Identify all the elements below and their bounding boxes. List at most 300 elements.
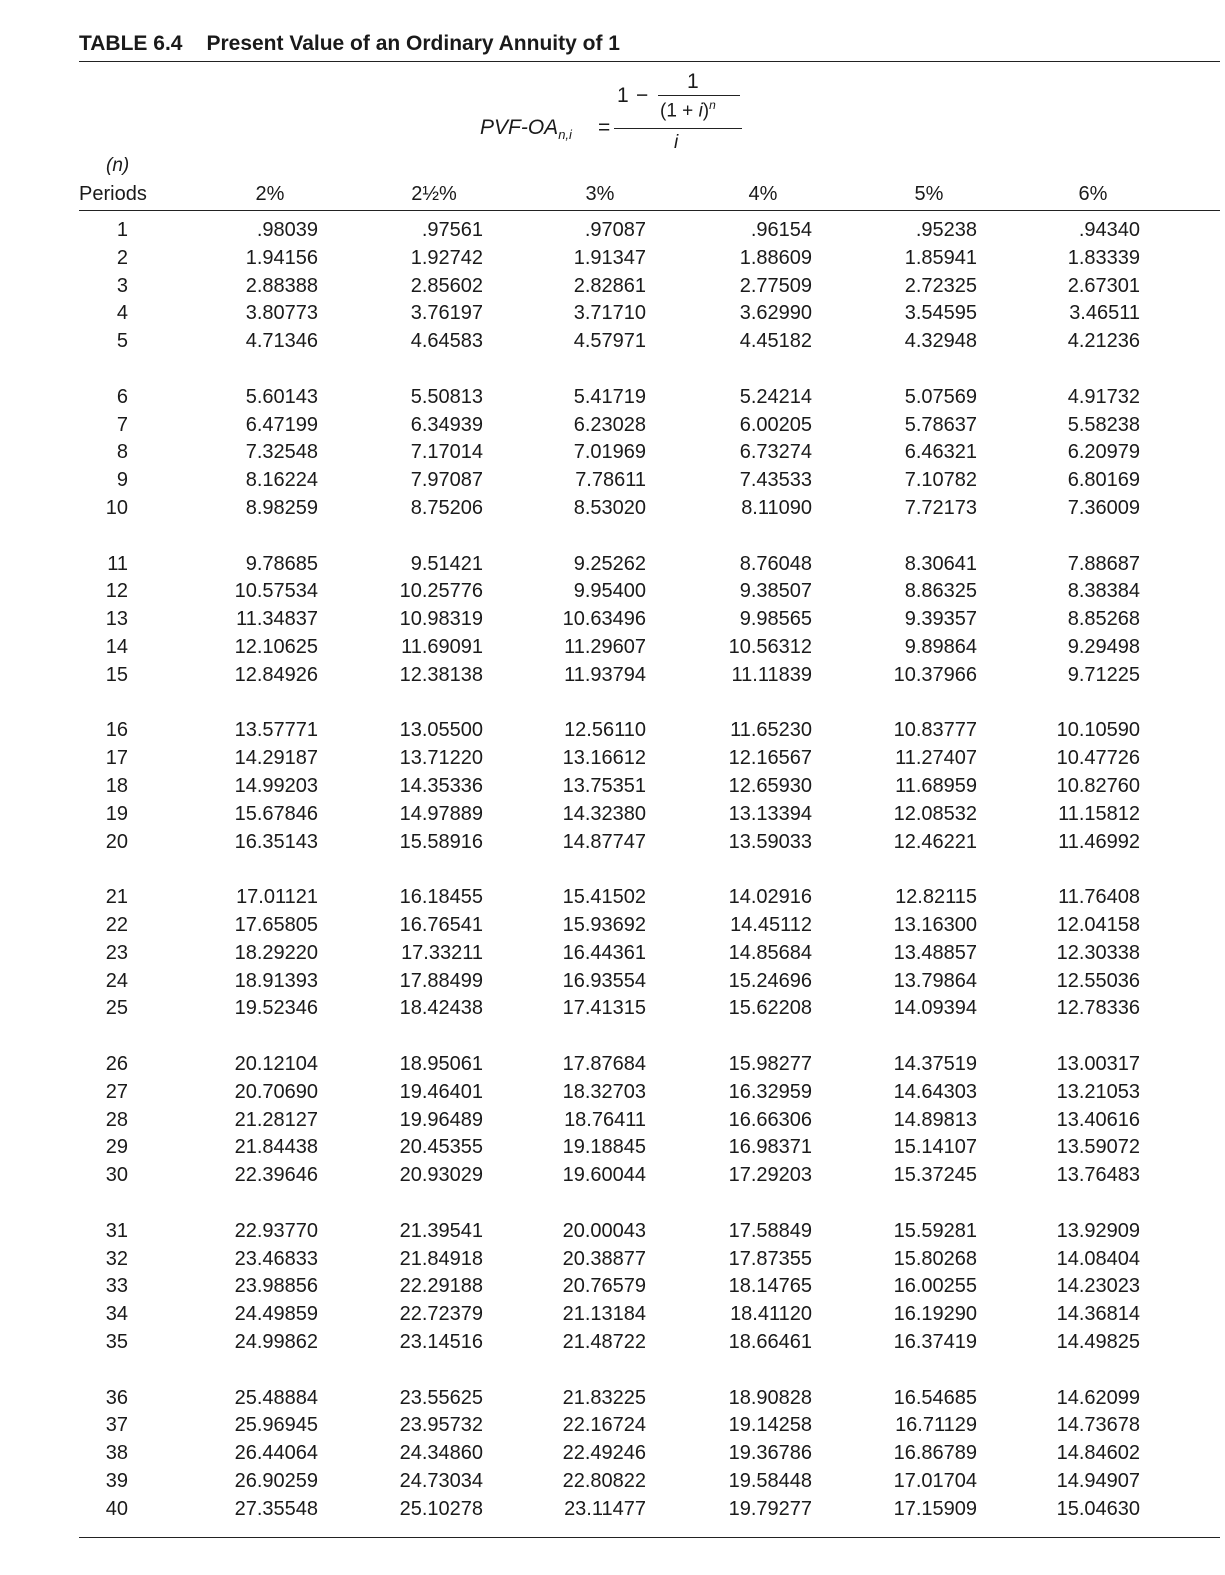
value-cell: 18.95061 [399,1053,483,1075]
value-cell: 1.88609 [739,246,812,269]
period-cell: 16 [105,719,128,742]
value-cell: 9.39357 [904,608,977,631]
value-cell: 7.97087 [410,469,483,492]
formula-one: 1 [617,84,629,107]
value-cell: 4.71346 [245,330,318,353]
value-cell: 17.33211 [401,941,483,964]
value-cell: 6.20979 [1067,441,1140,464]
value-cell: 13.75351 [562,775,646,797]
value-cell: 21.39541 [399,1219,483,1242]
value-cell: 15.80268 [893,1247,977,1270]
value-cell: 6.80169 [1067,469,1140,492]
period-cell: 34 [105,1303,128,1326]
value-cell: 10.57534 [234,580,318,603]
value-cell: 9.95400 [573,580,646,603]
value-cell: 9.51421 [410,552,483,575]
value-cell: 8.85268 [1067,608,1140,631]
value-cell: .96154 [750,219,812,241]
value-cell: 10.10590 [1056,719,1140,742]
value-cell: 9.25262 [573,552,646,575]
value-cell: 5.58238 [1067,413,1140,436]
period-cell: 12 [105,580,128,603]
value-cell: 23.55625 [399,1386,483,1409]
value-cell: 14.62099 [1056,1386,1140,1409]
value-cell: 15.41502 [562,886,646,909]
value-cell: 15.93692 [562,914,646,936]
value-cell: 22.49246 [562,1442,646,1465]
value-cell: .97087 [584,219,646,241]
value-cell: 14.02916 [728,886,812,909]
period-cell: 38 [105,1442,128,1465]
value-cell: 19.52346 [234,997,318,1020]
value-cell: 16.54685 [893,1386,977,1409]
period-cell: 4 [116,302,128,325]
value-cell: 12.55036 [1056,969,1140,992]
value-cell: 13.13394 [728,802,812,825]
period-cell: 19 [105,802,128,825]
value-cell: 5.60143 [245,385,318,408]
value-cell: 2.82861 [573,274,646,297]
value-cell: 12.16567 [728,747,812,770]
value-cell: 3.46511 [1069,302,1140,325]
value-cell: 3.71710 [573,302,646,325]
value-cell: 17.15909 [893,1497,977,1520]
value-cell: 8.86325 [904,580,977,603]
value-cell: 14.49825 [1056,1331,1140,1353]
value-cell: 14.36814 [1056,1303,1140,1326]
value-cell: 10.37966 [893,663,977,686]
value-cell: 16.00255 [893,1275,977,1298]
value-cell: 13.92909 [1056,1219,1140,1242]
value-cell: 9.98565 [739,608,812,631]
value-cell: 18.66461 [728,1331,812,1353]
period-cell: 28 [105,1108,128,1131]
value-cell: 23.98856 [234,1275,318,1298]
value-cell: 20.70690 [234,1080,318,1103]
value-cell: 4.45182 [739,330,812,353]
value-cell: 24.99862 [234,1331,318,1353]
value-cell: 1.94156 [245,246,318,269]
period-cell: 1 [116,219,128,241]
value-cell: 16.98371 [728,1136,812,1159]
value-cell: .95238 [915,219,977,241]
value-cell: 19.36786 [728,1442,812,1465]
value-cell: 24.34860 [399,1442,483,1465]
value-cell: 9.89864 [904,636,977,658]
value-cell: 21.83225 [562,1386,646,1409]
formula-main-bar [614,128,742,129]
value-cell: 6.34939 [410,413,483,436]
value-cell: 15.59281 [893,1219,977,1242]
value-cell: 24.49859 [234,1303,318,1326]
value-cell: 17.41315 [562,997,646,1020]
value-cell: 11.15812 [1058,802,1140,825]
value-cell: 23.46833 [234,1247,318,1270]
period-cell: 11 [107,552,128,575]
period-cell: 8 [116,441,128,464]
period-cell: 17 [105,747,128,770]
value-cell: 8.75206 [410,497,483,519]
value-cell: 13.00317 [1056,1053,1140,1075]
table-title-text: Present Value of an Ordinary Annuity of 1 [206,32,620,55]
value-cell: 10.82760 [1056,775,1140,797]
formula-inner-denominator: $(1 + i)^n$ [660,98,716,122]
period-cell: 27 [105,1080,128,1103]
period-cell: 39 [105,1470,128,1492]
value-cell: 22.29188 [399,1275,483,1298]
value-cell: 13.21053 [1056,1080,1140,1103]
value-cell: 20.00043 [562,1219,646,1242]
value-cell: 22.72379 [399,1303,483,1326]
period-cell: 5 [116,330,128,353]
value-cell: 6.47199 [245,413,318,436]
value-cell: 17.58849 [728,1219,812,1242]
value-cell: 15.67846 [234,802,318,825]
value-cell: 1.83339 [1067,246,1140,269]
period-cell: 40 [105,1497,128,1520]
formula-inner-bar [658,95,740,96]
value-cell: .98039 [256,219,318,241]
value-cell: 17.29203 [728,1164,812,1187]
value-cell: 14.35336 [399,775,483,797]
formula-inner-numerator: 1 [687,70,699,93]
value-cell: 1.92742 [410,246,483,269]
value-cell: 20.76579 [562,1275,646,1298]
value-cell: 11.76408 [1058,886,1140,909]
value-cell: 2.72325 [904,274,977,297]
value-cell: 26.90259 [234,1470,318,1492]
value-cell: 7.36009 [1067,497,1140,519]
value-cell: 11.27407 [895,747,977,770]
header-rule [79,210,1220,211]
value-cell: 17.87355 [728,1247,812,1270]
value-cell: 7.88687 [1067,552,1140,575]
value-cell: 14.08404 [1056,1247,1140,1270]
value-cell: 3.80773 [245,302,318,325]
bottom-rule [79,1537,1220,1538]
value-cell: 18.90828 [728,1386,812,1409]
value-cell: 10.56312 [728,636,812,658]
value-cell: 12.84926 [234,663,318,686]
value-cell: 1.85941 [904,246,977,269]
header-n-label: (n) [106,155,130,176]
period-cell: 23 [105,941,128,964]
period-cell: 2 [116,246,128,269]
value-cell: 6.46321 [904,441,977,464]
period-cell: 29 [105,1136,128,1159]
value-cell: 11.65230 [730,719,812,742]
value-cell: 18.42438 [399,997,483,1020]
value-cell: 16.93554 [562,969,646,992]
value-cell: 22.93770 [234,1219,318,1242]
value-cell: 16.35143 [234,830,318,853]
value-cell: 14.32380 [562,802,646,825]
value-cell: 4.21236 [1067,330,1140,353]
header-rate: 2% [255,183,285,205]
value-cell: 14.64303 [893,1080,977,1103]
header-rate: 2½% [411,183,457,205]
value-cell: 19.18845 [562,1136,646,1159]
header-rate: 6% [1078,183,1108,205]
value-cell: 16.37419 [893,1331,977,1353]
formula-lhs: PVF-$OA_{n,i}$ [480,116,572,143]
value-cell: 15.24696 [728,969,812,992]
formula [480,68,750,154]
header-rate: 5% [914,183,944,205]
value-cell: 6.73274 [739,441,812,464]
value-cell: 19.14258 [728,1414,812,1437]
value-cell: 3.62990 [739,302,812,325]
value-cell: 4.57971 [573,330,646,353]
value-cell: 18.29220 [234,941,318,964]
period-cell: 14 [105,636,128,658]
value-cell: 16.76541 [399,914,483,936]
value-cell: 5.78637 [904,413,977,436]
value-cell: 14.09394 [893,997,977,1020]
value-cell: 16.86789 [893,1442,977,1465]
value-cell: 2.67301 [1067,274,1140,297]
value-cell: 10.98319 [399,608,483,631]
period-cell: 35 [105,1331,128,1353]
value-cell: 11.34837 [236,608,318,631]
value-cell: 18.91393 [234,969,318,992]
period-cell: 32 [105,1247,128,1270]
value-cell: 15.62208 [728,997,812,1020]
value-cell: 7.78611 [575,469,646,492]
value-cell: 24.73034 [399,1470,483,1492]
value-cell: 12.10625 [234,636,318,658]
value-cell: 7.17014 [410,441,483,464]
value-cell: 5.07569 [904,385,977,408]
value-cell: 12.56110 [564,719,646,742]
value-cell: 18.14765 [728,1275,812,1298]
value-cell: 7.72173 [904,497,977,519]
value-cell: 10.63496 [562,608,646,631]
header-rate: 4% [748,183,778,205]
value-cell: 9.78685 [245,552,318,575]
value-cell: 8.53020 [573,497,646,519]
value-cell: 10.47726 [1056,747,1140,770]
value-cell: 25.10278 [399,1497,483,1520]
value-cell: 8.38384 [1067,580,1140,603]
period-cell: 24 [105,969,128,992]
value-cell: 13.16612 [562,747,646,770]
value-cell: 12.78336 [1056,997,1140,1020]
period-cell: 37 [105,1414,128,1437]
value-cell: 4.64583 [410,330,483,353]
value-cell: 20.93029 [399,1164,483,1187]
value-cell: 15.37245 [893,1164,977,1187]
value-cell: 14.23023 [1056,1275,1140,1298]
value-cell: 14.37519 [893,1053,977,1075]
value-cell: 6.23028 [573,413,646,436]
value-cell: 10.83777 [893,719,977,742]
value-cell: 16.32959 [728,1080,812,1103]
value-cell: 2.85602 [410,274,483,297]
value-cell: 19.79277 [728,1497,812,1520]
formula-denominator: i [674,132,679,153]
value-cell: 20.12104 [234,1053,318,1075]
value-cell: 17.01121 [236,886,318,909]
value-cell: 26.44064 [234,1442,318,1465]
period-cell: 31 [105,1219,128,1242]
value-cell: 14.89813 [893,1108,977,1131]
value-cell: 16.71129 [895,1414,977,1437]
value-cell: 8.30641 [904,552,977,575]
value-cell: 12.08532 [893,802,977,825]
value-cell: 12.04158 [1056,914,1140,936]
period-cell: 21 [105,886,128,909]
value-cell: 15.04630 [1056,1497,1140,1520]
value-cell: 2.77509 [739,274,812,297]
value-cell: 13.05500 [399,719,483,742]
value-cell: 13.59072 [1056,1136,1140,1159]
value-cell: 20.38877 [562,1247,646,1270]
period-cell: 9 [116,469,128,492]
value-cell: 12.30338 [1056,941,1140,964]
period-cell: 36 [105,1386,128,1409]
table-title [79,32,620,56]
value-cell: 17.01704 [893,1470,977,1492]
value-cell: 27.35548 [234,1497,318,1520]
value-cell: 5.50813 [410,385,483,408]
value-cell: 13.79864 [893,969,977,992]
value-cell: 8.98259 [245,497,318,519]
value-cell: 17.87684 [562,1053,646,1075]
period-cell: 25 [105,997,128,1020]
value-cell: 13.40616 [1056,1108,1140,1131]
value-cell: 11.46992 [1058,830,1140,853]
value-cell: 3.54595 [904,302,977,325]
period-cell: 30 [105,1164,128,1187]
value-cell: 16.66306 [728,1108,812,1131]
value-cell: 18.76411 [564,1108,646,1131]
value-cell: 11.93794 [564,663,646,686]
value-cell: 7.10782 [904,469,977,492]
value-cell: 17.65805 [234,914,318,936]
header-rate: 3% [585,183,615,205]
period-cell: 26 [105,1053,128,1075]
value-cell: 22.80822 [562,1470,646,1492]
value-cell: 9.71225 [1067,663,1140,686]
period-cell: 15 [105,663,128,686]
value-cell: 23.95732 [399,1414,483,1437]
value-cell: 13.48857 [893,941,977,964]
value-cell: .94340 [1078,219,1140,241]
value-cell: 4.91732 [1067,385,1140,408]
value-cell: 8.76048 [739,552,812,575]
period-cell: 10 [105,497,128,519]
value-cell: 7.43533 [739,469,812,492]
value-cell: 14.94907 [1056,1470,1140,1492]
period-cell: 3 [116,274,128,297]
value-cell: 9.29498 [1067,636,1140,658]
formula-minus: − [636,84,649,107]
period-cell: 18 [105,775,128,797]
formula-equals: = [598,116,611,139]
value-cell: 19.96489 [399,1108,483,1131]
value-cell: 18.32703 [562,1080,646,1103]
value-cell: 14.73678 [1056,1414,1140,1437]
period-cell: 33 [105,1275,128,1298]
value-cell: 22.16724 [562,1414,646,1437]
value-cell: 8.11090 [741,497,812,519]
value-cell: 15.98277 [728,1053,812,1075]
value-cell: 21.84438 [234,1136,318,1159]
value-cell: 15.58916 [399,830,483,853]
value-cell: 2.88388 [245,274,318,297]
value-cell: 6.00205 [739,413,812,436]
period-cell: 13 [105,608,128,631]
value-cell: 11.11839 [731,663,812,686]
value-cell: 14.29187 [234,747,318,770]
value-cell: 18.41120 [730,1303,812,1326]
value-cell: 14.45112 [730,914,812,936]
header-periods: Periods [79,183,147,205]
table-label: TABLE 6.4 [79,32,183,55]
value-cell: 21.28127 [234,1108,318,1131]
value-cell: 19.58448 [728,1470,812,1492]
value-cell: 13.76483 [1056,1164,1140,1187]
top-rule [79,61,1220,62]
value-cell: 25.48884 [234,1386,318,1409]
value-cell: 21.13184 [562,1303,646,1326]
value-cell: 19.46401 [399,1080,483,1103]
value-cell: 7.32548 [245,441,318,464]
value-cell: 12.46221 [893,830,977,853]
value-cell: 5.41719 [573,385,646,408]
value-cell: 13.59033 [728,830,812,853]
value-cell: 5.24214 [739,385,812,408]
value-cell: 17.88499 [399,969,483,992]
value-cell: 13.71220 [399,747,483,770]
value-cell: 12.65930 [728,775,812,797]
period-cell: 22 [105,914,128,936]
value-cell: 12.38138 [399,663,483,686]
value-cell: 13.16300 [893,914,977,936]
value-cell: 23.11477 [564,1497,646,1520]
value-cell: 7.01969 [573,441,646,464]
value-cell: 14.97889 [399,802,483,825]
value-cell: 9.38507 [739,580,812,603]
value-cell: 4.32948 [904,330,977,353]
period-cell: 20 [105,830,128,853]
period-cell: 6 [116,385,128,408]
value-cell: 13.57771 [234,719,318,742]
value-cell: .97561 [421,219,483,241]
value-cell: 15.14107 [893,1136,977,1159]
period-cell: 7 [116,413,128,436]
value-cell: 11.29607 [564,636,646,658]
value-cell: 1.91347 [573,246,646,269]
value-cell: 14.85684 [728,941,812,964]
value-cell: 11.69091 [401,636,483,658]
value-cell: 14.87747 [562,830,646,853]
value-cell: 16.44361 [562,941,646,964]
value-cell: 16.19290 [893,1303,977,1326]
value-cell: 14.99203 [234,775,318,797]
value-cell: 3.76197 [410,302,483,325]
value-cell: 19.60044 [562,1164,646,1187]
value-cell: 14.84602 [1056,1442,1140,1465]
value-cell: 21.84918 [399,1247,483,1270]
value-cell: 20.45355 [399,1136,483,1159]
value-cell: 25.96945 [234,1414,318,1437]
value-cell: 16.18455 [399,886,483,909]
value-cell: 12.82115 [895,886,977,909]
value-cell: 10.25776 [399,580,483,603]
value-cell: 23.14516 [399,1331,483,1353]
